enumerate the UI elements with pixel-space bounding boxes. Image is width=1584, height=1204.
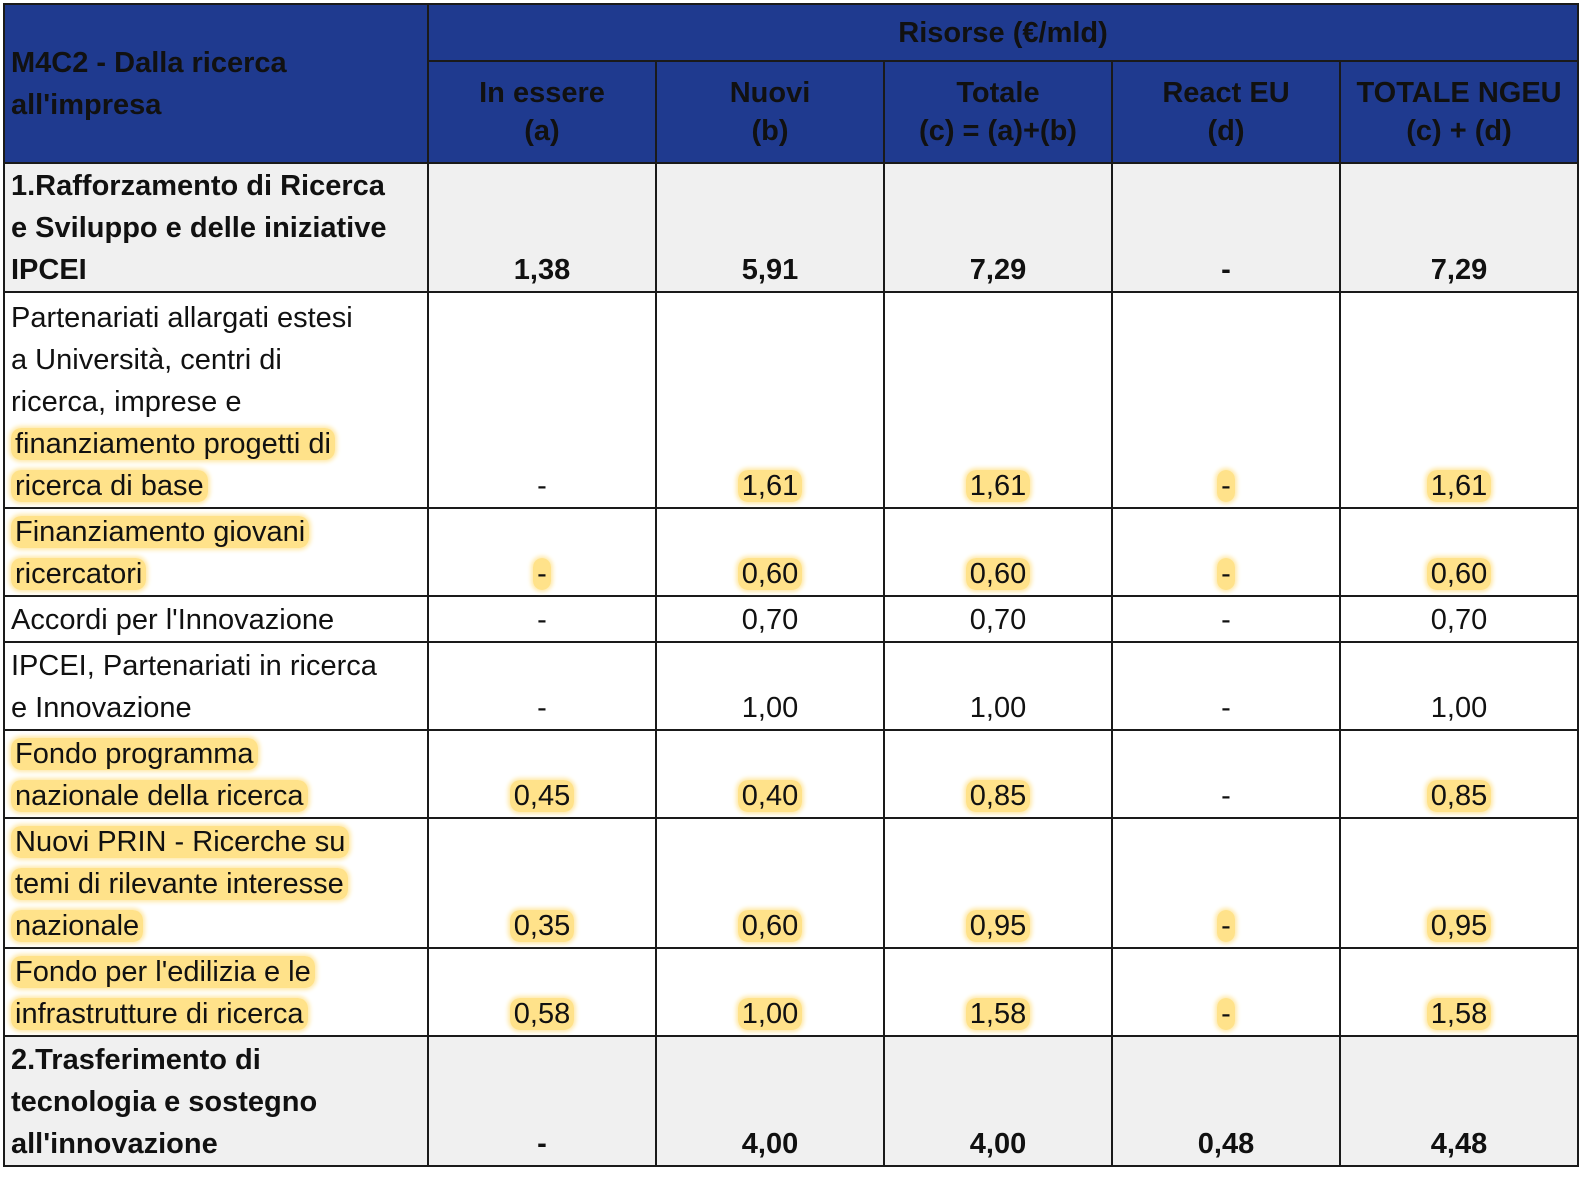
value-totale-ngeu: 4,48 xyxy=(1340,1036,1578,1166)
row-label: Finanziamento giovani ricercatori xyxy=(4,508,428,596)
value-react-eu: - xyxy=(1112,642,1340,730)
col-header-nuovi: Nuovi (b) xyxy=(656,61,884,163)
value-nuovi: 0,60 xyxy=(656,818,884,948)
value-totale: 0,95 xyxy=(884,818,1112,948)
value-nuovi: 0,70 xyxy=(656,596,884,642)
value-in-essere: 0,58 xyxy=(428,948,656,1036)
table-row xyxy=(4,596,1578,642)
row-label: 1.Rafforzamento di Ricerca e Sviluppo e delle iniziative IPCEI xyxy=(4,163,428,292)
value-totale-ngeu: 1,61 xyxy=(1340,292,1578,508)
resources-table xyxy=(3,3,1579,1167)
value-nuovi: 5,91 xyxy=(656,163,884,292)
value-totale-ngeu: 0,70 xyxy=(1340,596,1578,642)
value-in-essere: - xyxy=(428,1036,656,1166)
value-react-eu: - xyxy=(1112,948,1340,1036)
value-in-essere: 1,38 xyxy=(428,163,656,292)
value-react-eu: - xyxy=(1112,596,1340,642)
table-row xyxy=(4,948,1578,1036)
value-totale-ngeu: 1,00 xyxy=(1340,642,1578,730)
table-row xyxy=(4,642,1578,730)
row-label: IPCEI, Partenariati in ricerca e Innovazione xyxy=(4,642,428,730)
value-totale: 7,29 xyxy=(884,163,1112,292)
row-label: Accordi per l'Innovazione xyxy=(4,596,428,642)
row-label: Partenariati allargati estesi a Università, centri di ricerca, imprese e finanziamento progetti di ricerca di base xyxy=(4,292,428,508)
value-nuovi: 0,60 xyxy=(656,508,884,596)
value-in-essere: - xyxy=(428,508,656,596)
value-nuovi: 1,61 xyxy=(656,292,884,508)
value-totale-ngeu: 7,29 xyxy=(1340,163,1578,292)
value-totale: 0,85 xyxy=(884,730,1112,818)
value-totale-ngeu: 0,60 xyxy=(1340,508,1578,596)
value-nuovi: 4,00 xyxy=(656,1036,884,1166)
table-header xyxy=(4,4,1578,163)
value-totale-ngeu: 0,95 xyxy=(1340,818,1578,948)
value-nuovi: 1,00 xyxy=(656,642,884,730)
value-totale-ngeu: 0,85 xyxy=(1340,730,1578,818)
table-row xyxy=(4,730,1578,818)
resources-group-header: Risorse (€/mld) xyxy=(428,4,1578,61)
row-label: Fondo per l'edilizia e le infrastrutture di ricerca xyxy=(4,948,428,1036)
value-totale: 1,61 xyxy=(884,292,1112,508)
value-in-essere: - xyxy=(428,642,656,730)
value-in-essere: 0,35 xyxy=(428,818,656,948)
col-header-react-eu: React EU (d) xyxy=(1112,61,1340,163)
row-label: 2.Trasferimento di tecnologia e sostegno all'innovazione xyxy=(4,1036,428,1166)
value-totale: 1,58 xyxy=(884,948,1112,1036)
value-nuovi: 0,40 xyxy=(656,730,884,818)
value-totale: 0,60 xyxy=(884,508,1112,596)
value-totale: 4,00 xyxy=(884,1036,1112,1166)
value-totale-ngeu: 1,58 xyxy=(1340,948,1578,1036)
table-row xyxy=(4,818,1578,948)
value-react-eu: - xyxy=(1112,163,1340,292)
value-react-eu: 0,48 xyxy=(1112,1036,1340,1166)
col-header-in-essere: In essere (a) xyxy=(428,61,656,163)
value-react-eu: - xyxy=(1112,730,1340,818)
value-nuovi: 1,00 xyxy=(656,948,884,1036)
table-title: M4C2 - Dalla ricerca all'impresa xyxy=(4,4,428,163)
col-header-totale: Totale (c) = (a)+(b) xyxy=(884,61,1112,163)
value-in-essere: 0,45 xyxy=(428,730,656,818)
table-row xyxy=(4,1036,1578,1166)
row-label: Fondo programma nazionale della ricerca xyxy=(4,730,428,818)
value-react-eu: - xyxy=(1112,292,1340,508)
value-in-essere: - xyxy=(428,292,656,508)
table-row xyxy=(4,163,1578,292)
value-totale: 0,70 xyxy=(884,596,1112,642)
col-header-totale-ngeu: TOTALE NGEU (c) + (d) xyxy=(1340,61,1578,163)
value-in-essere: - xyxy=(428,596,656,642)
table-row xyxy=(4,508,1578,596)
table-row xyxy=(4,292,1578,508)
row-label: Nuovi PRIN - Ricerche su temi di rilevante interesse nazionale xyxy=(4,818,428,948)
value-react-eu: - xyxy=(1112,818,1340,948)
value-react-eu: - xyxy=(1112,508,1340,596)
value-totale: 1,00 xyxy=(884,642,1112,730)
